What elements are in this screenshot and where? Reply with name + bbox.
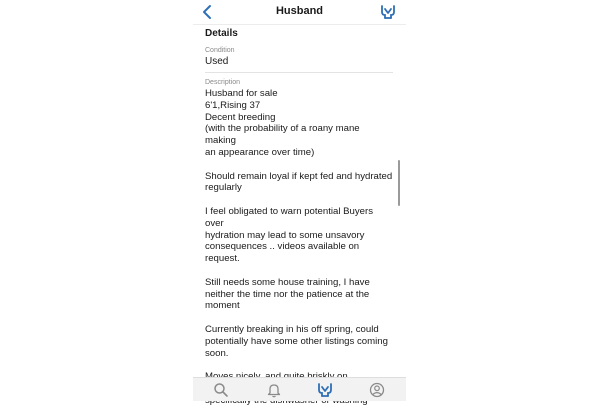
divider [205, 72, 393, 73]
phone-screen [193, 0, 406, 400]
description-line: Husband for sale [205, 88, 278, 99]
description-line: I feel obligated to warn potential Buyers over [205, 205, 373, 229]
description-paragraph [205, 206, 393, 265]
description-paragraph [205, 88, 393, 159]
description-label: Description [205, 79, 241, 86]
tab-bar [193, 377, 406, 401]
search-icon[interactable] [213, 382, 229, 398]
profile-icon[interactable] [369, 382, 385, 398]
description-line: consequences .. videos available on request. [205, 241, 360, 265]
description-line: Still needs some house training, I have [205, 276, 370, 288]
navigation-bar [193, 0, 406, 25]
description-line: potentially have some other listings coming [205, 335, 388, 347]
description-line: Should remain loyal if kept fed and hydrated [205, 170, 393, 182]
scrollbar[interactable] [398, 160, 400, 206]
description-paragraph [205, 171, 393, 195]
description-line: neither the time nor the patience at the [205, 288, 370, 300]
bell-icon[interactable] [266, 382, 282, 398]
condition-label: Condition [205, 47, 235, 54]
description-line: 6'1,Rising 37 [205, 99, 261, 111]
brand-logo-icon[interactable] [317, 382, 333, 398]
description-line: moment [205, 300, 240, 312]
description-line: (with the probability of a roany mane making [205, 123, 360, 147]
description-text [205, 88, 393, 407]
page-title: Husband [275, 5, 324, 17]
details-heading: Details [205, 28, 238, 39]
brand-logo-icon[interactable] [380, 4, 396, 20]
condition-field [205, 46, 393, 68]
description-line: hydration may lead to some unsavory [205, 229, 365, 241]
description-line: soon. [205, 347, 229, 359]
description-field [205, 78, 393, 407]
listing-details [205, 28, 393, 418]
description-line: an appearance over time) [205, 146, 315, 158]
description-line: Currently breaking in his off spring, could [205, 323, 379, 335]
condition-value: Used [205, 56, 229, 67]
description-paragraph [205, 324, 393, 359]
description-line: regularly [205, 182, 242, 194]
description-line: Decent breeding [205, 111, 276, 123]
description-paragraph [205, 277, 393, 312]
